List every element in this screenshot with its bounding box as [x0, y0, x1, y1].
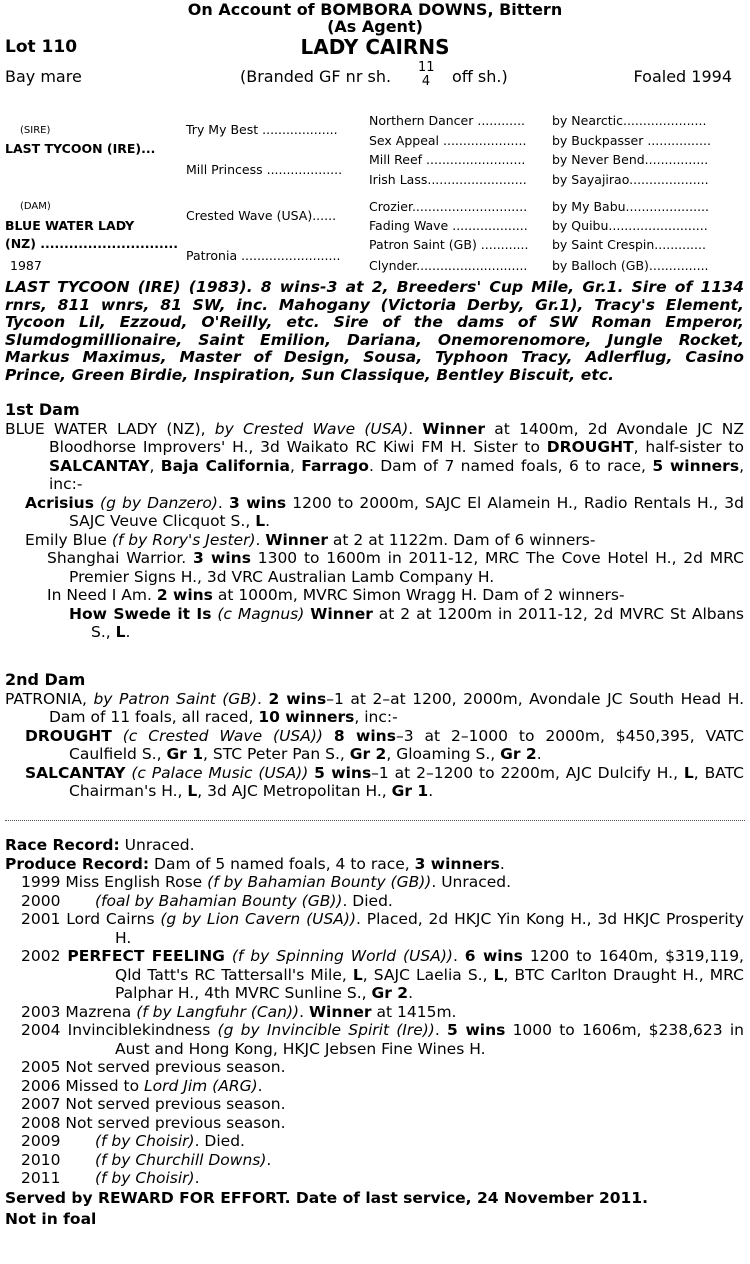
second-dam-heading: 2nd Dam — [5, 670, 86, 689]
foaled-year: Foaled 1994 — [633, 67, 732, 86]
produce-row: 2006 Missed to Lord Jim (ARG). — [21, 1076, 263, 1095]
progeny-drought: DROUGHT (c Crested Wave (USA)) 8 wins–3 at 2–1000 to 2000m, $450,395, VATC Caulfield S., Gr 1, STC Peter Pan S., Gr 2, Gloaming S., Gr 2. — [25, 726, 744, 763]
produce-row: 2011 (f by Choisir). — [21, 1169, 200, 1187]
produce-row: 2005 Not served previous season. — [21, 1058, 286, 1076]
gen3-2: Sex Appeal ..................... — [369, 133, 527, 148]
gen3-4: Irish Lass......................... — [369, 172, 527, 187]
produce-list — [5, 873, 744, 1188]
progeny-salcantay: SALCANTAY (c Palace Music (USA)) 5 wins–1 at 2–1200 to 2200m, AJC Dulcify H., L, BATC Chairman's H., L, 3d AJC Metropolitan H., Gr 1. — [25, 763, 744, 800]
gen2-2: Mill Princess ................... — [186, 162, 343, 177]
brand-right: off sh.) — [452, 67, 508, 86]
race-record: Race Record: Unraced. — [5, 836, 195, 854]
produce-row: 2008 Not served previous season. — [21, 1113, 286, 1132]
produce-row: 2002 PERFECT FEELING (f by Spinning World (USA)). 6 wins 1200 to 1640m, $319,119, Qld Tatt's RC Tattersall's Mile, L, SAJC Laelia S., L, BTC Carlton Draught H., MRC Palphar H., 4th MVRC Sunline S., Gr 2. — [21, 947, 744, 1002]
gen3-3: Mill Reef ......................... — [369, 152, 526, 167]
section-divider — [5, 820, 745, 821]
gen2-1: Try My Best ................... — [186, 122, 338, 137]
gen4-2: by Buckpasser ................ — [552, 133, 711, 148]
gen4-4: by Sayajirao.................... — [552, 172, 709, 187]
produce-row: 1999 Miss English Rose (f by Bahamian Bounty (GB)). Unraced. — [21, 873, 512, 891]
description-line — [0, 61, 750, 95]
gen3-8: Clynder............................ — [369, 258, 528, 273]
horse-name: LADY CAIRNS — [300, 35, 450, 59]
first-dam-paragraph: BLUE WATER LADY (NZ), by Crested Wave (USA). Winner at 1400m, 2d Avondale JC NZ Bloodhorse Improvers' H., 3d Waikato RC Kiwi FM H. Sister to DROUGHT, half-sister to SALCANTAY, Baja California, Farrago. Dam of 7 named foals, 6 to race, 5 winners, inc:- — [5, 419, 744, 493]
colour-sex: Bay mare — [5, 67, 82, 86]
second-dam-paragraph: PATRONIA, by Patron Saint (GB). 2 wins–1 at 2–at 1200, 2000m, Avondale JC South Head H. Dam of 11 foals, all raced, 10 winners, inc:- — [5, 689, 745, 726]
brand-bottom: 4 — [421, 74, 431, 89]
first-dam-heading: 1st Dam — [5, 400, 80, 419]
progeny-acrisius: Acrisius (g by Danzero). 3 wins 1200 to 2000m, SAJC El Alamein H., Radio Rentals H., 3d SAJC Veuve Clicquot S., L. — [25, 493, 745, 530]
gen4-5: by My Babu..................... — [552, 199, 709, 214]
dam-name-1: BLUE WATER LADY — [5, 218, 135, 233]
lot-line — [0, 35, 750, 61]
first-dam-section — [5, 401, 744, 642]
sire-summary: LAST TYCOON (IRE) (1983). 8 wins-3 at 2, Breeders' Cup Mile, Gr.1. Sire of 1134 rnrs, 811 wnrs, 81 SW, inc. Mahogany (Victoria Derby, Gr.1), Tracy's Element, Tycoon Lil, Ezzoud, O'Reilly, etc. Sire of the dams of SW Roman Emperor, Slumdogmillionaire, Saint Emilion, Dariana, Onemorenomore, Jungle Rocket, Markus Maximus, Master of Design, Sousa, Typhoon Tracy, Adlerflug, Casino Prince, Green Birdie, Inspiration, Sun Classique, Bentley Biscuit, etc. — [5, 278, 744, 384]
produce-row: 2000 (foal by Bahamian Bounty (GB)). Died. — [21, 891, 393, 910]
produce-row: 2004 Invinciblekindness (g by Invincible Spirit (Ire)). 5 wins 1000 to 1606m, $238,623 in Aust and Hong Kong, HKJC Jebsen Fine Wines H. — [21, 1021, 744, 1058]
dam-tag: (DAM) — [20, 201, 51, 212]
second-dam-section — [5, 671, 744, 801]
gen3-7: Patron Saint (GB) ............ — [369, 237, 529, 252]
produce-row: 2010 (f by Churchill Downs). — [21, 1150, 272, 1169]
foal-status: Not in foal — [5, 1210, 97, 1228]
gen2-3: Crested Wave (USA)...... — [186, 208, 337, 223]
consignor-line: On Account of BOMBORA DOWNS, Bittern — [187, 0, 563, 19]
brand-left: (Branded GF nr sh. — [240, 67, 392, 86]
progeny-emily-blue: Emily Blue (f by Rory's Jester). Winner at 2 at 1122m. Dam of 6 winners- — [25, 530, 596, 549]
sire-tag: (SIRE) — [20, 125, 51, 136]
dam-name-2: (NZ) ............................. — [5, 236, 179, 251]
gen4-8: by Balloch (GB)............... — [552, 258, 709, 273]
agent-line: (As Agent) — [327, 17, 423, 36]
gen4-3: by Never Bend................ — [552, 152, 709, 167]
brand-top: 11 — [418, 60, 435, 75]
brand-fraction — [418, 61, 434, 89]
gen3-1: Northern Dancer ............ — [369, 113, 526, 128]
records-section — [5, 836, 744, 1229]
progeny-in-need-i-am: In Need I Am. 2 wins at 1000m, MVRC Simon Wragg H. Dam of 2 winners- — [47, 586, 625, 604]
gen3-6: Fading Wave ................... — [369, 218, 528, 233]
produce-row: 2003 Mazrena (f by Langfuhr (Can)). Winner at 1415m. — [21, 1002, 457, 1021]
gen4-6: by Quibu......................... — [552, 218, 708, 233]
gen4-1: by Nearctic..................... — [552, 113, 707, 128]
produce-row: 2007 Not served previous season. — [21, 1095, 286, 1113]
produce-record: Produce Record: Dam of 5 named foals, 4 to race, 3 winners. — [5, 854, 505, 873]
produce-row: 2001 Lord Cairns (g by Lion Cavern (USA)). Placed, 2d HKJC Yin Kong H., 3d HKJC Prosperity H. — [21, 910, 744, 947]
progeny-how-swede-it-is: How Swede it Is (c Magnus) Winner at 2 at 1200m in 2011-12, 2d MVRC St Albans S., L. — [69, 604, 744, 641]
progeny-shanghai-warrior: Shanghai Warrior. 3 wins 1300 to 1600m in 2011-12, MRC The Cove Hotel H., 2d MRC Premier Signs H., 3d VRC Australian Lamb Company H. — [47, 549, 744, 586]
dam-year: 1987 — [10, 258, 42, 273]
gen4-7: by Saint Crespin............. — [552, 237, 706, 252]
produce-row: 2009 (f by Choisir). Died. — [21, 1132, 245, 1150]
served-by: Served by REWARD FOR EFFORT. Date of last service, 24 November 2011. — [5, 1188, 648, 1207]
lot-number: Lot 110 — [5, 37, 78, 57]
sire-name: LAST TYCOON (IRE)... — [5, 141, 156, 156]
gen3-5: Crozier............................. — [369, 199, 528, 214]
gen2-4: Patronia ......................... — [186, 248, 341, 263]
